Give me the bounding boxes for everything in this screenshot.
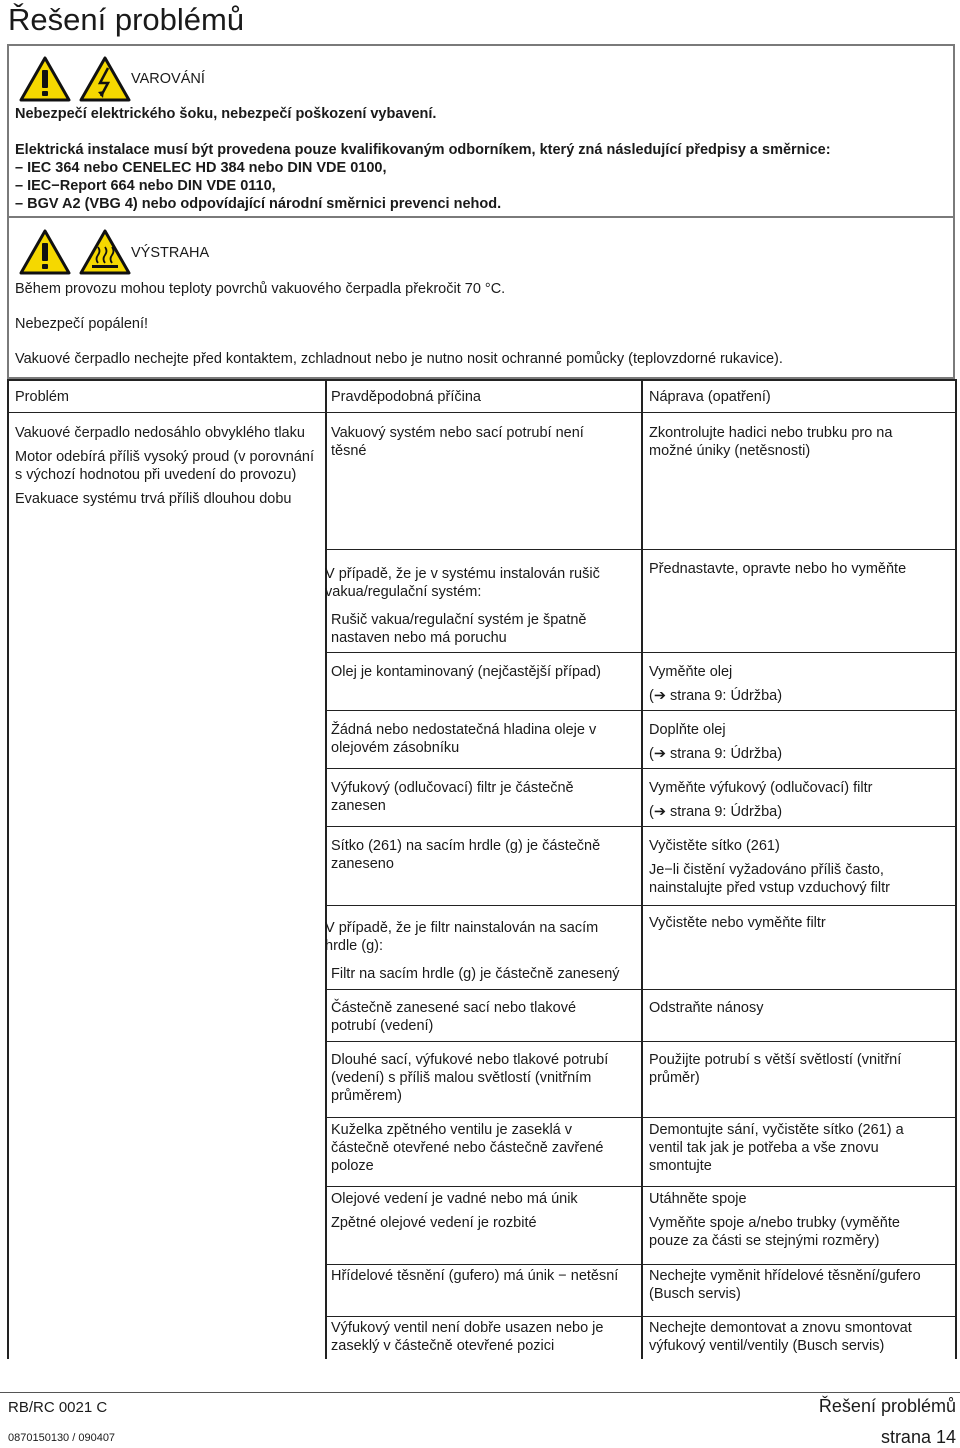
cause-cell: [331, 1121, 621, 1181]
cause-text: Sítko (261) na sacím hrdle (g) je částečně zaneseno: [331, 838, 601, 872]
remedy-cell: [649, 663, 939, 711]
cause-text: Zpětné olejové vedení je rozbité: [331, 1215, 537, 1231]
remedy-text: Vyčistěte sítko (261): [649, 838, 780, 854]
caution-line: Nebezpečí popálení!: [15, 316, 149, 332]
remedy-cell: [649, 721, 939, 769]
header-remedy: Náprava (opatření): [649, 389, 771, 405]
remedy-text: Vyčistěte nebo vyměňte filtr: [649, 915, 826, 931]
warning-intro: Elektrická instalace musí být provedena pouze kvalifikovaným odborníkem, který zná následující předpisy a směrnice:: [15, 142, 831, 158]
row-divider: [325, 1264, 957, 1265]
warning-icons: [19, 56, 131, 102]
cause-cell: [331, 1051, 621, 1111]
cause-text: V případě, že je filtr nainstalován na sacím hrdle (g):: [325, 920, 599, 954]
caution-line: Vakuové čerpadlo nechejte před kontaktem, zchladnout nebo je nutno nosit ochranné pomůcky (teplovzdorné rukavice).: [15, 351, 783, 367]
warning-signal-word: VAROVÁNÍ: [131, 71, 205, 87]
remedy-text: Vyměňte spoje a/nebo trubky (vyměňte pouze za části se stejnými rozměry): [649, 1215, 900, 1249]
cause-cell: [325, 565, 625, 653]
warning-triangle-icon: [19, 56, 71, 102]
row-divider: [325, 1117, 957, 1118]
caution-box: [7, 215, 955, 379]
cause-cell: [331, 1267, 631, 1291]
remedy-text: Zkontrolujte hadici nebo trubku pro na možné úniky (netěsnosti): [649, 425, 893, 459]
cause-text: V případě, že je v systému instalován rušič vakua/regulační systém:: [325, 566, 600, 600]
row-divider: [325, 1186, 957, 1187]
remedy-text: Použijte potrubí s větší světlostí (vnitřní průměr): [649, 1052, 902, 1086]
remedy-cell: [649, 1190, 939, 1256]
remedy-cell: [649, 1121, 939, 1181]
remedy-cell: [649, 837, 939, 903]
footer-section: Řešení problémů: [818, 1396, 956, 1416]
remedy-text: Vyměňte olej: [649, 664, 733, 680]
remedy-cell: [649, 999, 939, 1023]
cause-text: Filtr na sacím hrdle (g) je částečně zanesený: [331, 966, 620, 982]
warning-box: [7, 44, 955, 218]
cause-text: Vakuový systém nebo sací potrubí není těsné: [331, 425, 584, 459]
remedy-cell: [649, 779, 939, 827]
remedy-cell: [649, 914, 939, 938]
cause-cell: [325, 919, 625, 989]
remedy-cell: [649, 424, 939, 466]
remedy-cell: [649, 1267, 939, 1309]
page-title: Řešení problémů: [8, 2, 245, 37]
row-divider: [325, 1316, 957, 1317]
cause-text: Dlouhé sací, výfukové nebo tlakové potrubí (vedení) s příliš malou světlostí (vnitřním průměrem): [331, 1052, 609, 1104]
footer-divider: [0, 1392, 960, 1393]
footer-model: RB/RC 0021 C: [8, 1399, 108, 1416]
remedy-text: Nechejte demontovat a znovu smontovat výfukový ventil/ventily (Busch servis): [649, 1320, 912, 1354]
page-reference-link[interactable]: (➔ strana 9: Údržba): [649, 746, 783, 762]
table-header-divider: [7, 412, 957, 413]
remedy-text: Přednastavte, opravte nebo ho vyměňte: [649, 561, 907, 577]
caution-line: Během provozu mohou teploty povrchů vakuového čerpadla překročit 70 °C.: [15, 281, 506, 297]
remedy-text: Doplňte olej: [649, 722, 726, 738]
cause-cell: [331, 1319, 621, 1361]
remedy-cell: [649, 1051, 939, 1093]
caution-icons: [19, 229, 131, 275]
cause-text: Olejové vedení je vadné nebo má únik: [331, 1191, 578, 1207]
remedy-text: Odstraňte nánosy: [649, 1000, 764, 1016]
problem-text: Evakuace systému trvá příliš dlouhou dobu: [15, 491, 292, 507]
row-divider: [325, 1041, 957, 1042]
remedy-text: Nechejte vyměnit hřídelové těsnění/gufero (Busch servis): [649, 1268, 921, 1302]
table-right-border: [955, 379, 957, 1359]
problem-text: Motor odebírá příliš vysoký proud (v porovnání s výchozí hodnotou při uvedení do provozu): [15, 449, 314, 483]
problem-text: Vakuové čerpadlo nedosáhlo obvyklého tlaku: [15, 425, 305, 441]
header-cause: Pravděpodobná příčina: [331, 389, 481, 405]
hot-surface-icon: [79, 229, 131, 275]
remedy-text: Utáhněte spoje: [649, 1191, 747, 1207]
table-column-divider: [641, 379, 643, 1359]
cause-text: Olej je kontaminovaný (nejčastější případ): [331, 664, 601, 680]
warning-item: – IEC 364 nebo CENELEC HD 384 nebo DIN VDE 0100,: [15, 160, 387, 176]
remedy-text: Je−li čistění vyžadováno příliš často, nainstalujte před vstup vzduchový filtr: [649, 862, 890, 896]
electric-shock-icon: [79, 56, 131, 102]
cause-cell: [331, 424, 621, 466]
cause-cell: [331, 779, 621, 821]
table-column-divider: [325, 379, 327, 1359]
cause-text: Výfukový ventil není dobře usazen nebo je zaseklý v částečně otevřené pozici: [331, 1320, 604, 1354]
warning-hazard: Nebezpečí elektrického šoku, nebezpečí poškození vybavení.: [15, 106, 437, 122]
page-reference-link[interactable]: (➔ strana 9: Údržba): [649, 804, 783, 820]
row-divider: [325, 549, 957, 550]
remedy-cell: [649, 1319, 939, 1361]
cause-text: Hřídelové těsnění (gufero) má únik − netěsní: [331, 1268, 619, 1284]
cause-cell: [331, 721, 621, 763]
remedy-text: Vyměňte výfukový (odlučovací) filtr: [649, 780, 873, 796]
row-divider: [325, 905, 957, 906]
cause-cell: [331, 999, 621, 1041]
footer-doc-number: 0870150130 / 090407: [8, 1432, 116, 1444]
table-top-border: [7, 379, 957, 381]
cause-text: Kuželka zpětného ventilu je zaseklá v částečně otevřené nebo částečně zavřené poloze: [331, 1122, 604, 1174]
cause-text: Rušič vakua/regulační systém je špatně nastaven nebo má poruchu: [331, 612, 587, 646]
cause-cell: [331, 837, 621, 879]
header-problem: Problém: [15, 389, 69, 405]
table-left-border: [7, 379, 9, 1359]
row-divider: [325, 989, 957, 990]
cause-cell: [331, 1190, 621, 1238]
warning-item: – BGV A2 (VBG 4) nebo odpovídající národní směrnici prevenci nehod.: [15, 196, 502, 212]
warning-item: – IEC−Report 664 nebo DIN VDE 0110,: [15, 178, 276, 194]
problem-cell: [15, 424, 315, 514]
caution-signal-word: VÝSTRAHA: [131, 245, 210, 261]
remedy-cell: [649, 560, 939, 584]
remedy-text: Demontujte sání, vyčistěte sítko (261) a ventil tak jak je potřeba a vše znovu smontujte: [649, 1122, 904, 1174]
cause-cell: [331, 663, 621, 687]
cause-text: Výfukový (odlučovací) filtr je částečně zanesen: [331, 780, 574, 814]
warning-triangle-icon: [19, 229, 71, 275]
footer-page-number: strana 14: [880, 1427, 956, 1447]
page-reference-link[interactable]: (➔ strana 9: Údržba): [649, 688, 783, 704]
cause-text: Žádná nebo nedostatečná hladina oleje v olejovém zásobníku: [331, 722, 597, 756]
troubleshooting-table: [7, 379, 957, 1359]
cause-text: Částečně zanesené sací nebo tlakové potrubí (vedení): [331, 1000, 577, 1034]
